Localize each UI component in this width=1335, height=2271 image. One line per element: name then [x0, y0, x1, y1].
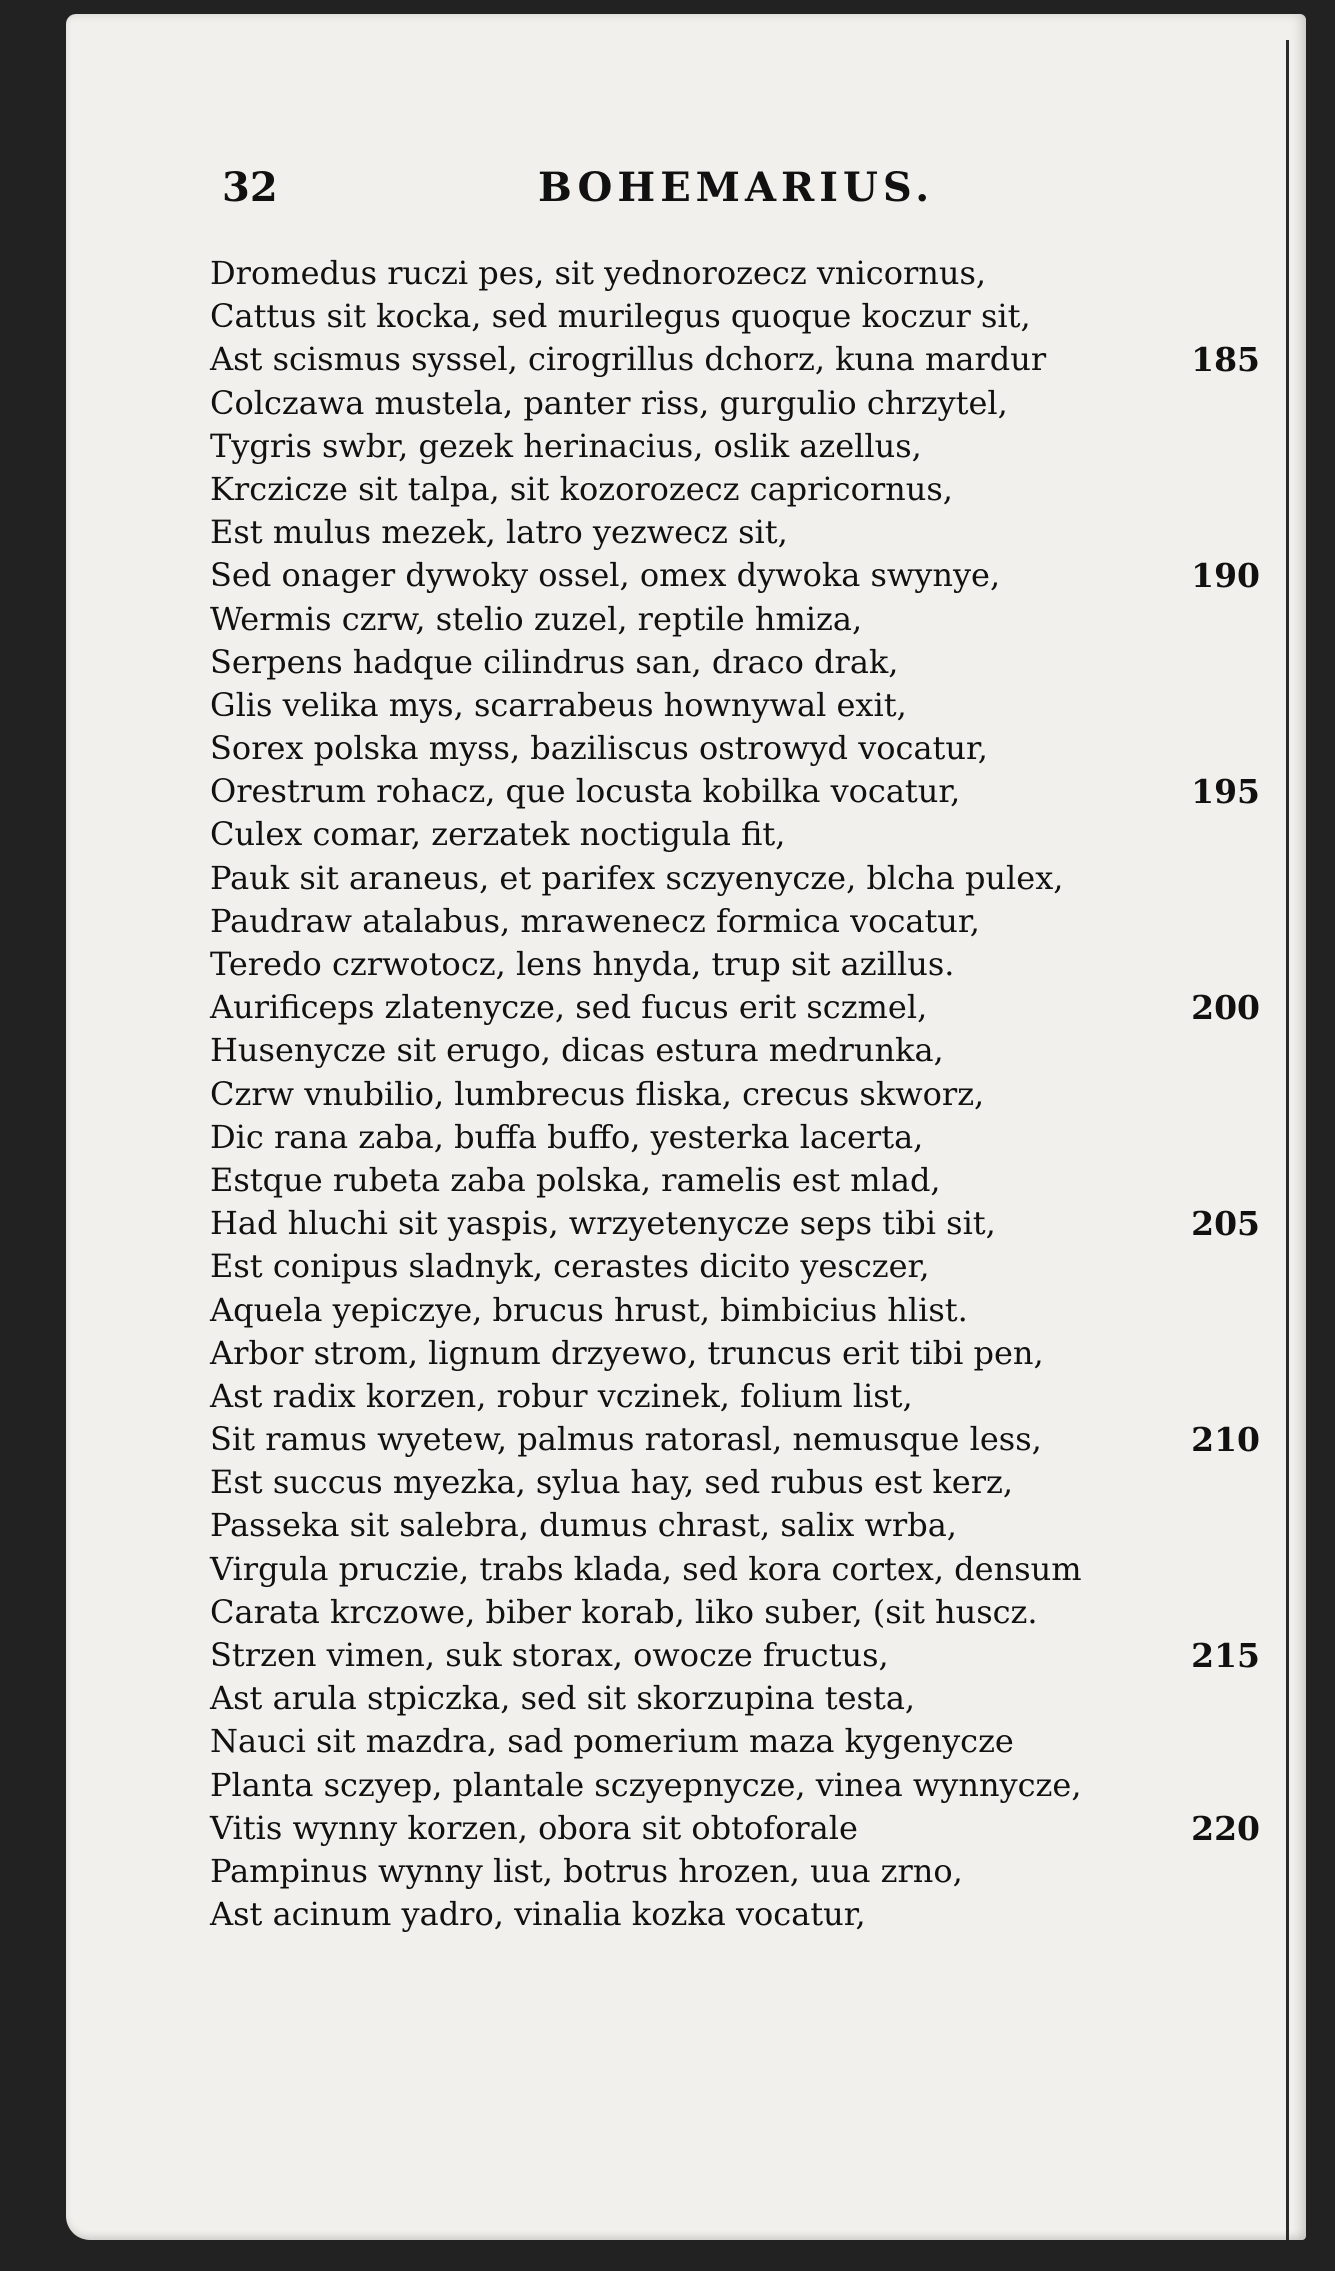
- verse-line: [210, 1202, 1260, 1245]
- verse-text: Strzen vimen, suk storax, owocze fructus,: [210, 1636, 889, 1674]
- verse-line: [210, 1245, 1260, 1288]
- verse-text: Ast radix korzen, robur vczinek, folium list,: [210, 1376, 913, 1415]
- verse-line: [210, 554, 1260, 597]
- verse-line: [210, 1548, 1260, 1591]
- verse-line: [210, 1029, 1260, 1072]
- verse-text: Est succus myezka, sylua hay, sed rubus est kerz,: [210, 1463, 1014, 1502]
- verse-text: Planta sczyep, plantale sczyepnycze, vinea wynnycze,: [210, 1765, 1082, 1804]
- verse-line: [210, 1893, 1260, 1936]
- verse-text: Paudraw atalabus, mrawenecz formica vocatur,: [210, 901, 980, 940]
- verse-text: Arbor strom, lignum drzyewo, truncus erit tibi pen,: [210, 1333, 1044, 1372]
- verse-text: Estque rubeta zaba polska, ramelis est mlad,: [210, 1160, 941, 1199]
- verse-text: Aquela yepiczye, brucus hrust, bimbicius hlist.: [210, 1290, 968, 1329]
- verse-line: [210, 1634, 1260, 1677]
- verse-text: Ast acinum yadro, vinalia kozka vocatur,: [210, 1895, 866, 1934]
- verse-number: 220: [1191, 1808, 1260, 1848]
- verse-number: 195: [1191, 772, 1260, 812]
- verse-line: [210, 1720, 1260, 1763]
- verse-line: [210, 295, 1260, 338]
- verse-text: Sed onager dywoky ossel, omex dywoka swynye,: [210, 556, 1001, 595]
- verse-text: Carata krczowe, biber korab, liko suber, (sit huscz.: [210, 1592, 1038, 1631]
- verse-number: 185: [1191, 340, 1260, 380]
- verse-text: Sit ramus wyetew, palmus ratorasl, nemusque less,: [210, 1420, 1042, 1459]
- verse-text: Ast arula stpiczka, sed sit skorzupina testa,: [210, 1679, 916, 1718]
- verse-line: [210, 900, 1260, 943]
- verse-text: Culex comar, zerzatek noctigula fit,: [210, 815, 786, 854]
- verse-text: Vitis wynny korzen, obora sit obtoforale: [210, 1808, 858, 1847]
- verse-line: [210, 813, 1260, 856]
- verse-text: Pampinus wynny list, botrus hrozen, uua zrno,: [210, 1851, 963, 1890]
- page-header: [0, 160, 1335, 220]
- verse-number: 205: [1191, 1204, 1260, 1244]
- verse-number: 210: [1191, 1420, 1260, 1460]
- verse-text: Teredo czrwotocz, lens hnyda, trup sit azillus.: [210, 945, 955, 983]
- verse-text: Colczawa mustela, panter riss, gurgulio chrzytel,: [210, 383, 1008, 422]
- verse-text: Dromedus ruczi pes, sit yednorozecz vnicornus,: [210, 254, 987, 292]
- verse-text: Glis velika mys, scarrabeus hownywal exit,: [210, 685, 907, 724]
- verse-text: Serpens hadque cilindrus san, draco drak,: [210, 642, 899, 681]
- verse-line: [210, 1677, 1260, 1720]
- verse-line: [210, 1764, 1260, 1807]
- verse-line: [210, 857, 1260, 900]
- verse-line: [210, 1418, 1260, 1461]
- verse-line: [210, 252, 1260, 295]
- verse-line: [210, 986, 1260, 1029]
- verse-line: [210, 468, 1260, 511]
- verse-line: [210, 684, 1260, 727]
- verse-line: [210, 1591, 1260, 1634]
- verse-number: 215: [1191, 1636, 1260, 1675]
- verse-line: [210, 727, 1260, 770]
- verse-text: Tygris swbr, gezek herinacius, oslik azellus,: [210, 426, 922, 465]
- verse-line: [210, 511, 1260, 554]
- verse-text: Cattus sit kocka, sed murilegus quoque koczur sit,: [210, 297, 1031, 336]
- verse-text: Est conipus sladnyk, cerastes dicito yesczer,: [210, 1247, 930, 1286]
- verse-number: 200: [1191, 988, 1260, 1028]
- verse-line: [210, 338, 1260, 381]
- verse-list: [210, 252, 1260, 1936]
- verse-line: [210, 1332, 1260, 1375]
- verse-text: Passeka sit salebra, dumus chrast, salix wrba,: [210, 1506, 957, 1545]
- verse-number: 190: [1191, 556, 1260, 596]
- verse-text: Dic rana zaba, buffa buffo, yesterka lacerta,: [210, 1117, 924, 1156]
- verse-line: [210, 1159, 1260, 1202]
- verse-text: Husenycze sit erugo, dicas estura medrunka,: [210, 1031, 944, 1070]
- verse-text: Pauk sit araneus, et parifex sczyenycze, blcha pulex,: [210, 858, 1064, 897]
- verse-line: [210, 1504, 1260, 1547]
- verse-text: Sorex polska myss, baziliscus ostrowyd vocatur,: [210, 729, 988, 768]
- verse-line: [210, 1850, 1260, 1893]
- verse-text: Orestrum rohacz, que locusta kobilka vocatur,: [210, 772, 961, 811]
- verse-text: Had hluchi sit yaspis, wrzyetenycze seps tibi sit,: [210, 1204, 996, 1243]
- running-head: BOHEMARIUS.: [538, 164, 935, 211]
- verse-line: [210, 1375, 1260, 1418]
- verse-line: [210, 598, 1260, 641]
- verse-line: [210, 1073, 1260, 1116]
- page-number: 32: [222, 164, 278, 211]
- verse-text: Est mulus mezek, latro yezwecz sit,: [210, 513, 788, 552]
- verse-line: [210, 1461, 1260, 1504]
- verse-text: Virgula pruczie, trabs klada, sed kora cortex, densum: [210, 1549, 1082, 1588]
- verse-line: [210, 425, 1260, 468]
- verse-line: [210, 641, 1260, 684]
- verse-text: Ast scismus syssel, cirogrillus dchorz, kuna mardur: [210, 340, 1047, 379]
- verse-text: Krczicze sit talpa, sit kozorozecz capricornus,: [210, 469, 953, 508]
- verse-text: Wermis czrw, stelio zuzel, reptile hmiza,: [210, 599, 863, 638]
- verse-line: [210, 943, 1260, 986]
- verse-line: [210, 770, 1260, 813]
- verse-line: [210, 1807, 1260, 1850]
- page-edge-shadow: [1286, 40, 1289, 2240]
- verse-line: [210, 1289, 1260, 1332]
- verse-text: Czrw vnubilio, lumbrecus fliska, crecus skworz,: [210, 1074, 985, 1113]
- verse-text: Aurificeps zlatenycze, sed fucus erit sczmel,: [210, 988, 928, 1027]
- verse-text: Nauci sit mazdra, sad pomerium maza kygenycze: [210, 1722, 1014, 1761]
- verse-line: [210, 1116, 1260, 1159]
- verse-line: [210, 382, 1260, 425]
